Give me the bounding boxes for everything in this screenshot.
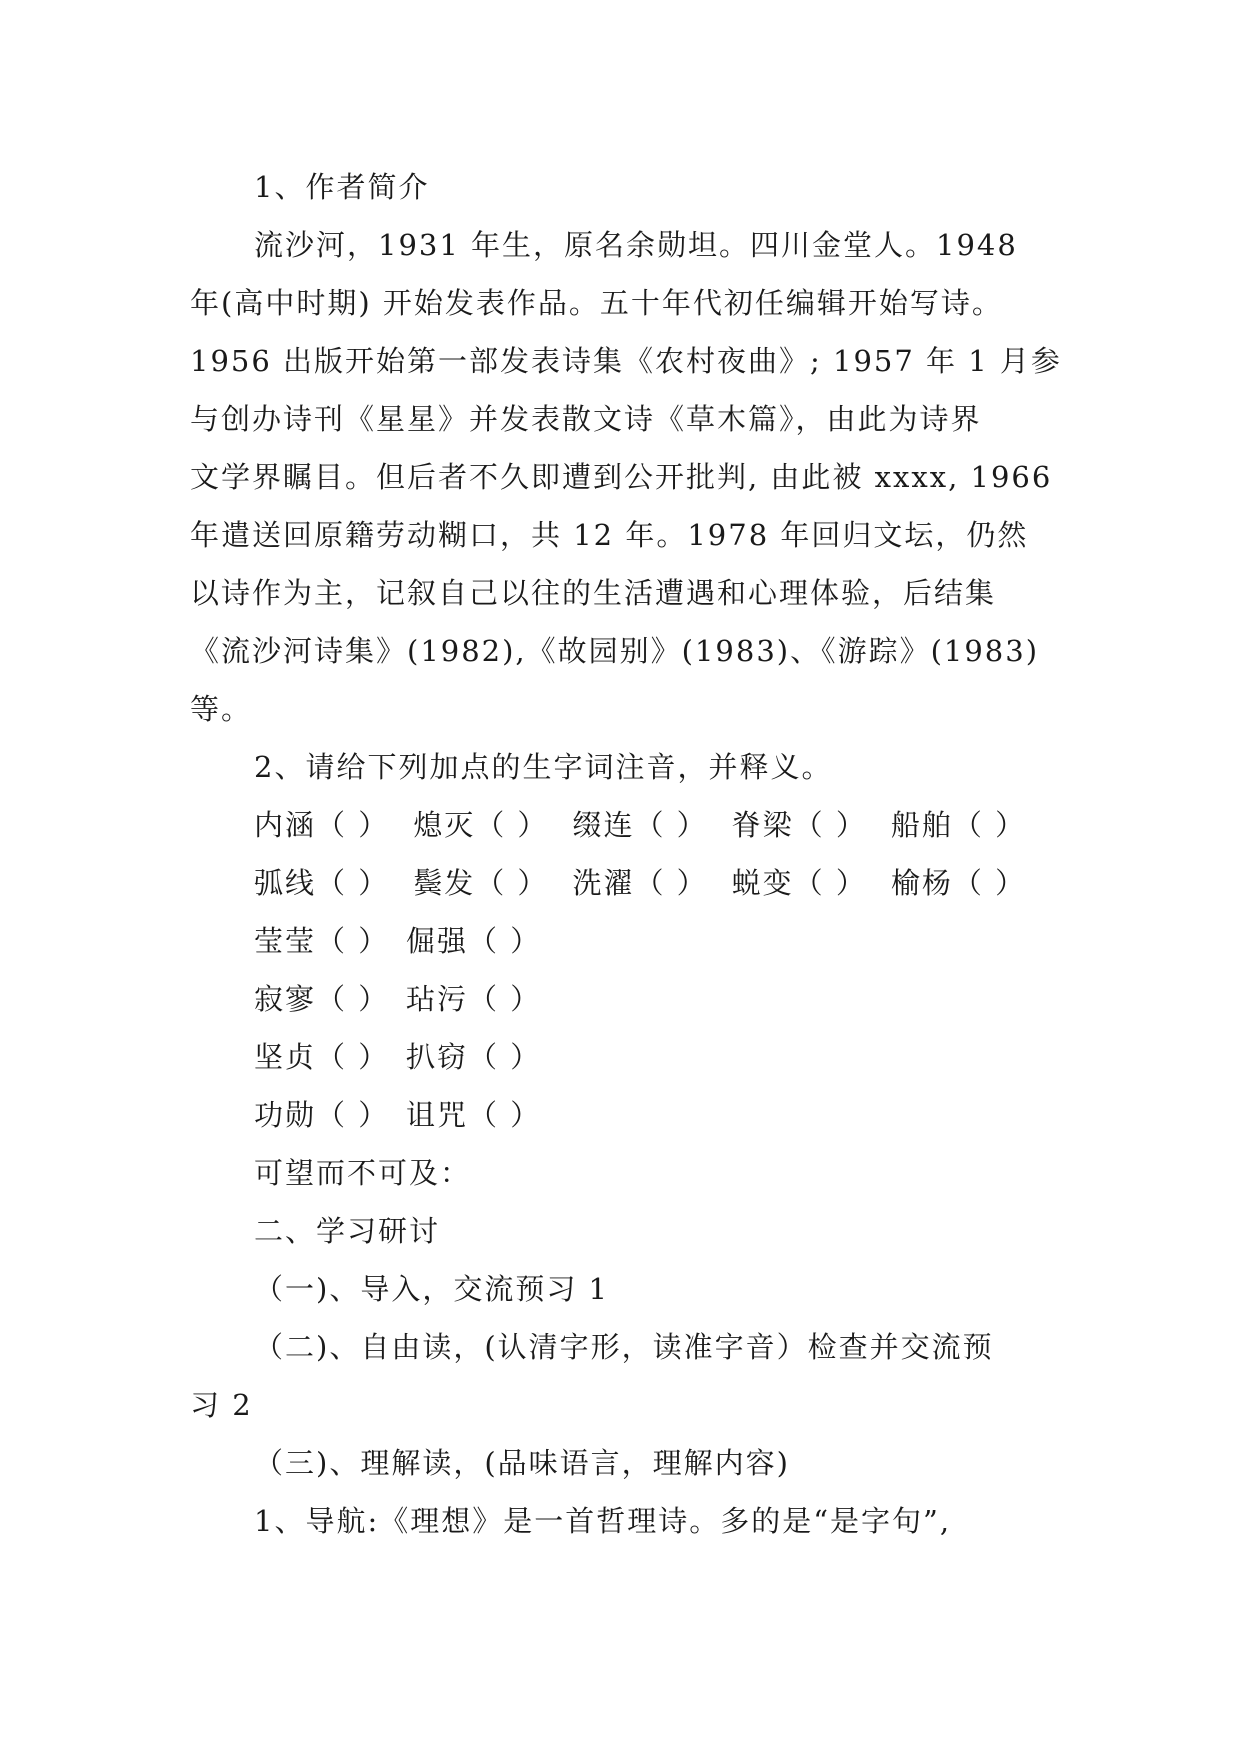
vocab-item: 寂寥（ ） (254, 982, 390, 1016)
idiom-line: 可望而不可及： (254, 1156, 472, 1190)
bio-line: 流沙河，1931 年生，原名余勋坦。四川金堂人。1948 (254, 228, 1018, 262)
vocab-item: 弧线（ ） (254, 866, 390, 900)
author-heading: 1、作者简介 (254, 170, 430, 204)
bio-line: 1956 出版开始第一部发表诗集《农村夜曲》; 1957 年 1 月参 (190, 344, 1062, 378)
vocab-row (190, 796, 1060, 854)
vocab-pair-row (190, 912, 1060, 970)
bio-line: 年遣送回原籍劳动糊口，共 12 年。1978 年回归文坛，仍然 (190, 518, 1029, 552)
vocab-item: 脊梁（ ） (731, 808, 867, 842)
vocab-heading: 2、请给下列加点的生字词注音，并释义。 (254, 750, 833, 784)
bio-line: 与创办诗刊《星星》并发表散文诗《草木篇》，由此为诗界 (190, 402, 982, 436)
bio-line: 等。 (190, 692, 253, 726)
step-three: （三)、理解读，(品味语言，理解内容) (254, 1446, 790, 1480)
vocab-item: 鬓发（ ） (413, 866, 549, 900)
vocab-item: 洗濯（ ） (572, 866, 708, 900)
bio-line: 文学界瞩目。但后者不久即遭到公开批判, 由此被 xxxx, 1966 (190, 460, 1053, 494)
bio-line: 《流沙河诗集》(1982),《故园别》(1983)、《游踪》(1983) (190, 634, 1040, 668)
vocab-item: 倔强（ ） (406, 924, 542, 958)
vocab-item: 熄灭（ ） (413, 808, 549, 842)
vocab-item: 玷污（ ） (406, 982, 542, 1016)
vocab-item: 扒窃（ ） (406, 1040, 542, 1074)
guide-line: 1、导航:《理想》是一首哲理诗。多的是“是字句”, (254, 1504, 952, 1538)
vocab-item: 船舶（ ） (890, 808, 1027, 842)
vocab-item: 功勋（ ） (254, 1098, 390, 1132)
step-two-continued: 习 2 (190, 1388, 253, 1422)
vocab-pair-row (190, 970, 1060, 1028)
vocab-pair-row (190, 1028, 1060, 1086)
vocab-row (190, 854, 1060, 912)
vocab-item: 蜕变（ ） (731, 866, 867, 900)
bio-line: 以诗作为主，记叙自己以往的生活遭遇和心理体验，后结集 (190, 576, 997, 610)
vocab-item: 诅咒（ ） (406, 1098, 542, 1132)
step-two: （二)、自由读，(认清字形，读准字音）检查并交流预 (254, 1330, 994, 1364)
vocab-item: 坚贞（ ） (254, 1040, 390, 1074)
step-one: （一)、导入，交流预习 1 (254, 1272, 609, 1306)
vocab-item: 缀连（ ） (572, 808, 708, 842)
bio-line: 年(高中时期) 开始发表作品。五十年代初任编辑开始写诗。 (190, 286, 1003, 320)
vocab-item: 内涵（ ） (254, 808, 390, 842)
document-body (190, 158, 1060, 1550)
vocab-item: 榆杨（ ） (890, 866, 1027, 900)
vocab-pair-row (190, 1086, 1060, 1144)
vocab-item: 莹莹（ ） (254, 924, 390, 958)
study-heading: 二、学习研讨 (254, 1214, 441, 1248)
